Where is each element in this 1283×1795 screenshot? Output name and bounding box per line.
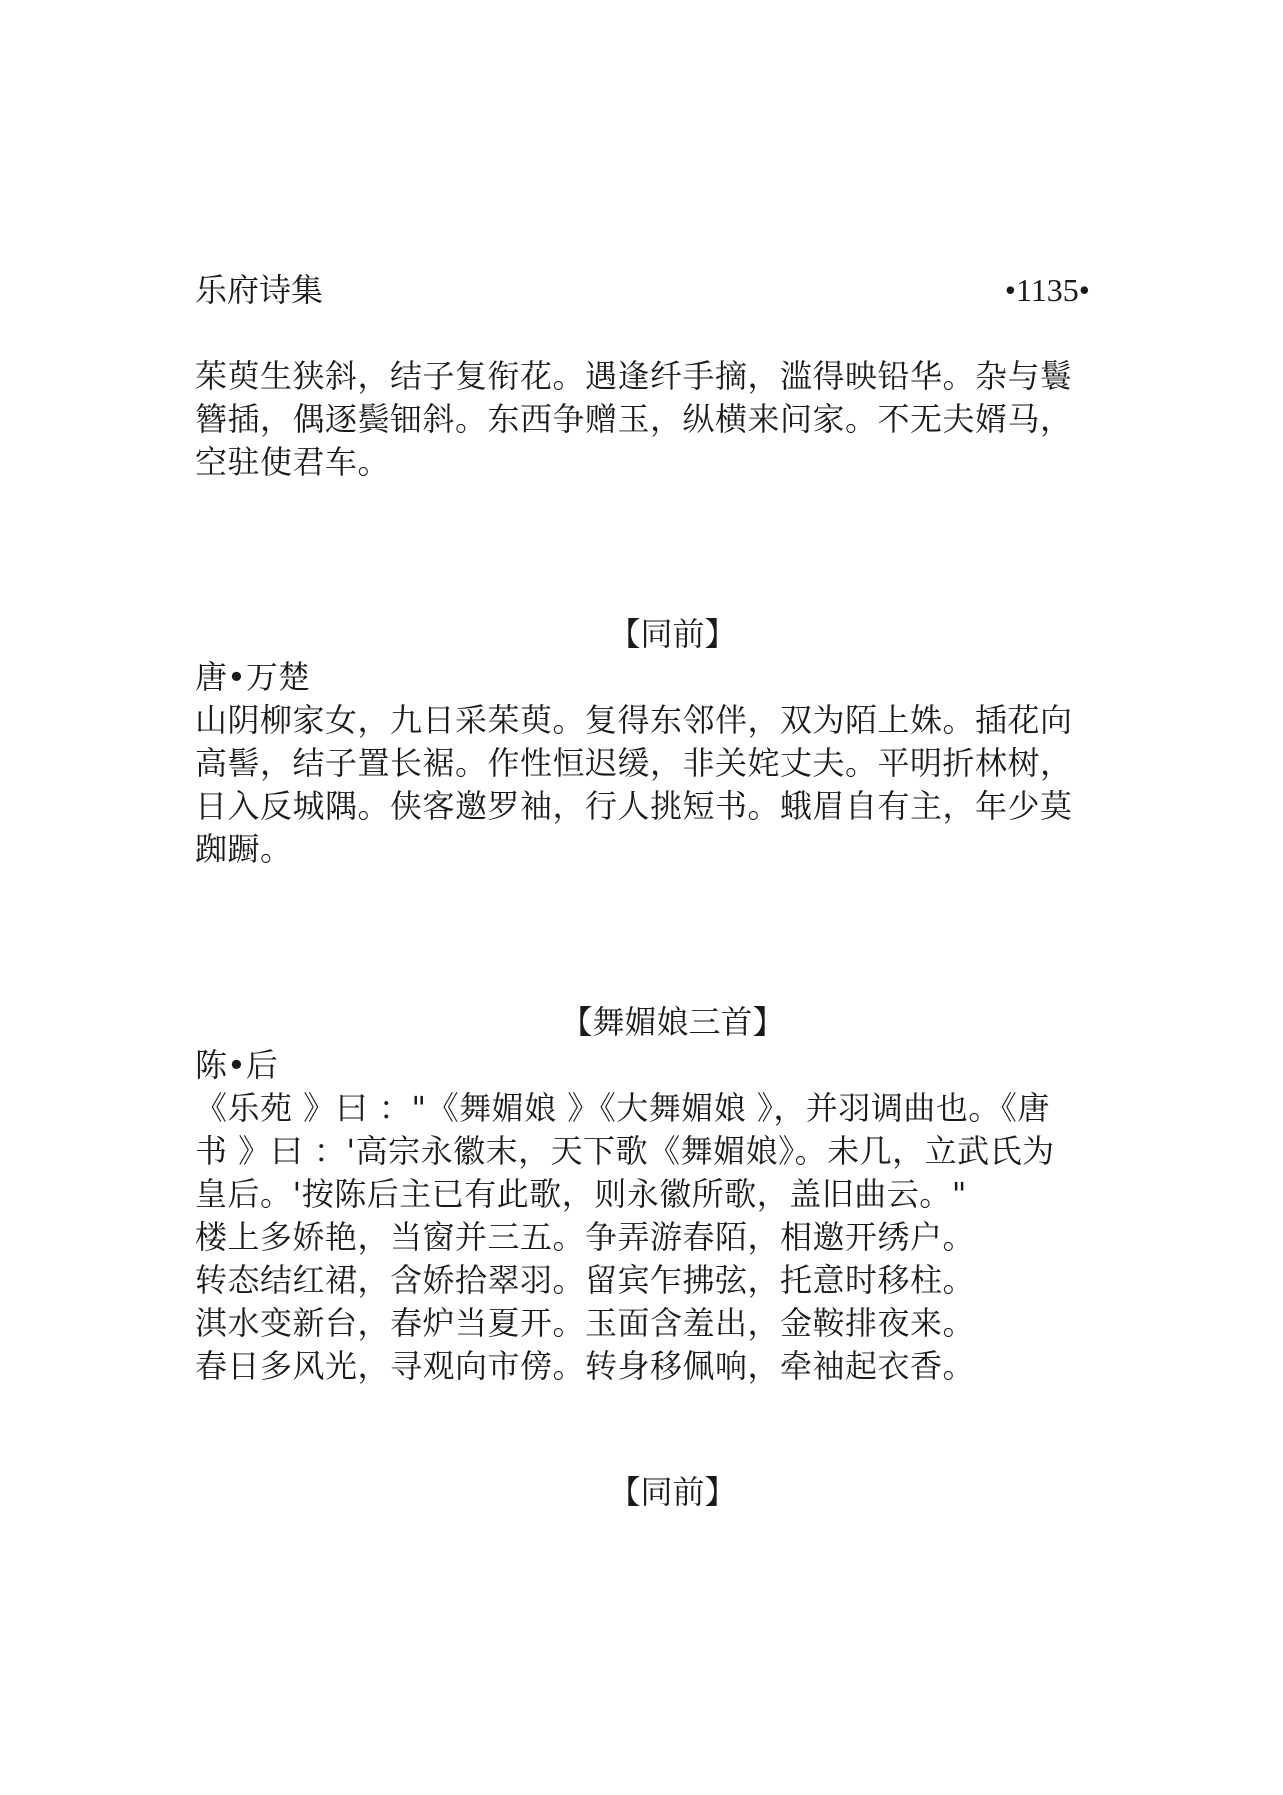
text-line: 日入反城隅。侠客邀罗袖，行人挑短书。蛾眉自有主，年少莫 (195, 787, 1073, 825)
text-line: 空驻使君车。 (195, 443, 391, 481)
text-line: 簪插，偶逐鬓钿斜。东西争赠玉，纵横来问家。不无夫婿马， (195, 400, 1073, 438)
text-line: 书 》曰 ：'高宗永徽末，天下歌《舞媚娘》。未几，立武氏为 (195, 1132, 1055, 1170)
poem-text (195, 699, 1090, 871)
poem-author: 唐•万楚 (195, 658, 310, 696)
text-line: 《乐苑 》曰 ："《舞媚娘 》《大舞媚娘 》，并羽调曲也。《唐 (195, 1089, 1050, 1127)
text-line: 淇水变新台，春炉当夏开。玉面含羞出，金鞍排夜来。 (195, 1304, 976, 1342)
poem-text (195, 1087, 1090, 1388)
text-line: 踟蹰。 (195, 830, 293, 868)
page-number: •1135• (1004, 272, 1090, 308)
poem-author: 陈•后 (195, 1046, 278, 1084)
text-line: 转态结红裙，含娇拾翠羽。留宾乍拂弦，托意时移柱。 (195, 1261, 976, 1299)
book-title: 乐府诗集 (195, 271, 324, 309)
text-line: 春日多风光，寻观向市傍。转身移佩响，牵袖起衣香。 (195, 1347, 976, 1385)
section-title: 【同前】 (608, 1473, 737, 1511)
document-page (195, 0, 1090, 1795)
text-line: 皇后。'按陈后主已有此歌，则永徽所歌，盖旧曲云。" (195, 1175, 968, 1213)
page-header (195, 268, 1090, 312)
text-line: 楼上多娇艳，当窗并三五。争弄游春陌，相邀开绣户。 (195, 1218, 976, 1256)
text-line: 高髻，结子置长裾。作性恒迟缓，非关姹丈夫。平明折林树， (195, 744, 1073, 782)
section-title: 【同前】 (608, 615, 737, 653)
continued-poem-text (195, 355, 1090, 484)
text-line: 山阴柳家女，九日采茱萸。复得东邻伴，双为陌上姝。插花向 (195, 701, 1073, 739)
section-title: 【舞媚娘三首】 (560, 1003, 785, 1041)
text-line: 茱萸生狭斜，结子复衔花。遇逢纤手摘，滥得映铅华。杂与鬟 (195, 357, 1073, 395)
